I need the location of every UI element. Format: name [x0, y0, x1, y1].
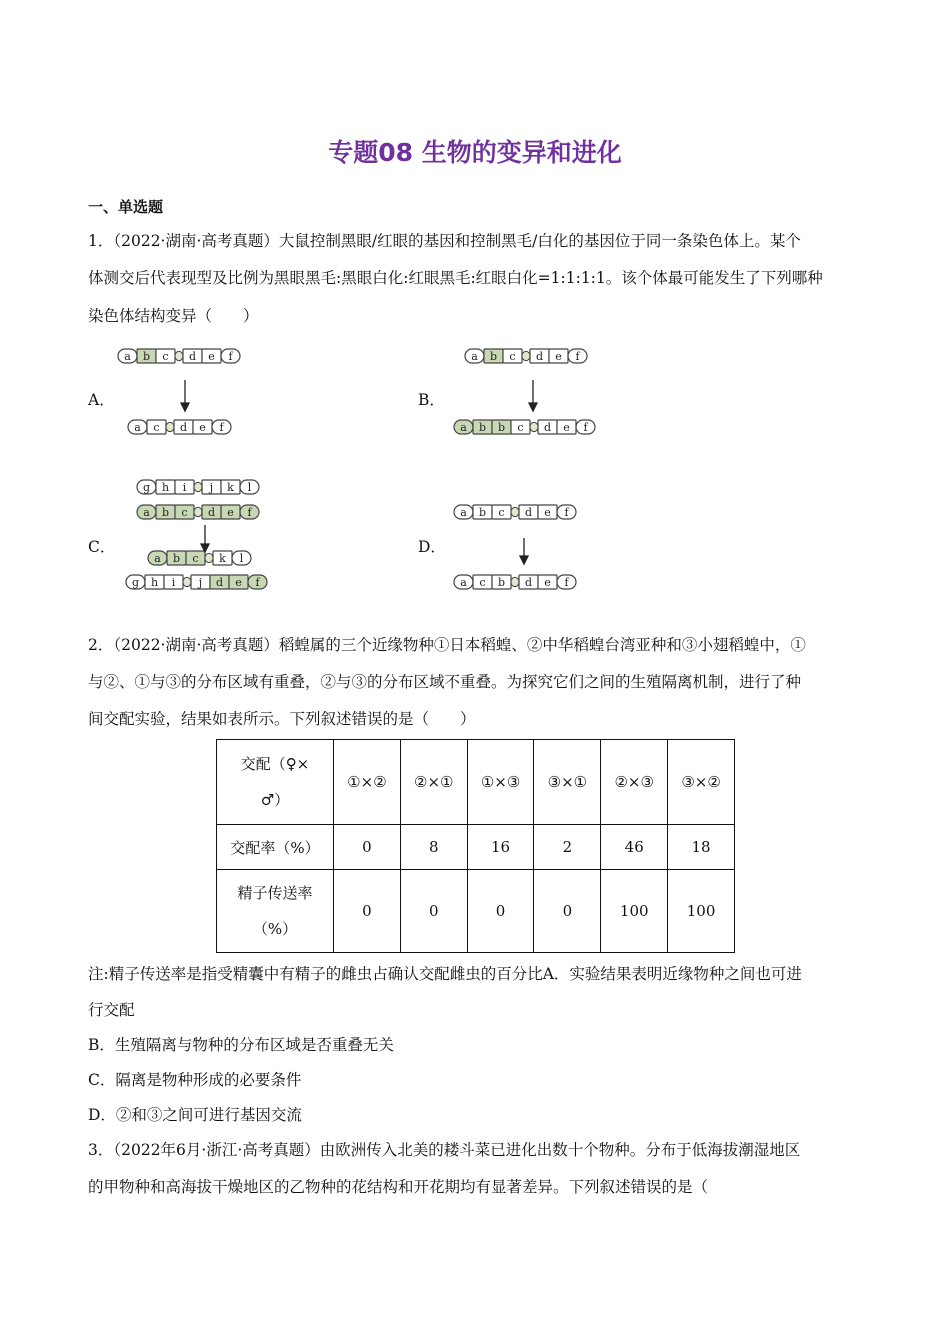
gene-label: k	[219, 552, 226, 565]
q2-option-d: D．②和③之间可进行基因交流	[88, 1106, 302, 1124]
centromere	[175, 351, 183, 360]
gene-label: l	[247, 481, 252, 494]
q1-line-3: 染色体结构变异（ ）	[88, 307, 259, 325]
table-cell: ③×②	[668, 740, 735, 825]
q1-option-d-label: D．	[418, 538, 446, 556]
gene-label: e	[563, 421, 570, 434]
gene-label: c	[181, 506, 188, 519]
gene-label: h	[161, 481, 170, 494]
q1-line-1: 1．（2022·湖南·高考真题）大鼠控制黑眼/红眼的基因和控制黑毛/白化的基因位于同一条染色体上。某个	[88, 232, 801, 250]
chromosome-c-after-1	[148, 551, 251, 565]
table-cell: 100	[601, 870, 668, 953]
gene-label: f	[575, 350, 580, 363]
gene-label: b	[497, 576, 506, 589]
gene-label: e	[235, 576, 242, 589]
row-label-line-1: 精子传送率	[237, 884, 313, 902]
page-title: 专题08 生物的变异和进化	[328, 138, 622, 167]
gene-label: e	[544, 506, 551, 519]
centromere	[522, 351, 530, 360]
gene-label: a	[460, 421, 467, 434]
gene-label: k	[227, 481, 234, 494]
gene-label: a	[143, 506, 150, 519]
table-cell: 8	[400, 825, 467, 870]
gene-label: h	[150, 576, 159, 589]
gene-label: a	[124, 350, 131, 363]
gene-label: f	[564, 506, 569, 519]
arrows	[181, 380, 537, 564]
q2-note-line-1: 注:精子传送率是指受精囊中有精子的雌虫占确认交配雌虫的百分比A．实验结果表明近缘物种之间也可进	[88, 965, 802, 983]
table-header-row	[217, 740, 735, 825]
gene-label: c	[479, 576, 486, 589]
gene-label: e	[227, 506, 234, 519]
table-cell: ②×①	[400, 740, 467, 825]
row-label-line-2: （%）	[252, 920, 298, 938]
gene-label: f	[583, 421, 588, 434]
gene-label: b	[497, 421, 506, 434]
q1-option-b-label: B．	[418, 391, 445, 409]
cross-result-table	[216, 739, 735, 953]
q2-option-c: C．隔离是物种形成的必要条件	[88, 1071, 302, 1089]
gene-label: e	[555, 350, 562, 363]
table-cell: 2	[534, 825, 601, 870]
chromosome-b-before	[465, 349, 587, 363]
gene-label: b	[172, 552, 181, 565]
gene-label: e	[544, 576, 551, 589]
gene-label: a	[134, 421, 141, 434]
q3-line-1: 3．（2022年6月·浙江·高考真题）由欧洲传入北美的耧斗菜已进化出数十个物种。分布于低海拔潮湿地区	[88, 1141, 801, 1159]
gene-label: d	[207, 506, 216, 519]
gene-label: b	[142, 350, 151, 363]
gene-label: c	[162, 350, 169, 363]
gene-label: b	[478, 421, 487, 434]
arrowhead-a	[181, 403, 189, 411]
q2-note-line-2: 行交配	[88, 1001, 135, 1019]
gene-label: c	[517, 421, 524, 434]
header-line-1: 交配（♀×	[240, 755, 310, 773]
table-cell: 16	[467, 825, 534, 870]
gene-label: d	[543, 421, 552, 434]
gene-label: c	[509, 350, 516, 363]
q2-option-b: B．生殖隔离与物种的分布区域是否重叠无关	[88, 1036, 394, 1054]
gene-label: f	[564, 576, 569, 589]
table-cell: ②×③	[601, 740, 668, 825]
centromere	[511, 507, 519, 516]
chromosome-d-before	[454, 505, 576, 519]
centromere	[166, 422, 174, 431]
table-cell: 0	[334, 870, 401, 953]
table-cell: 0	[400, 870, 467, 953]
chromosome-diagrams	[0, 0, 950, 620]
table-row	[217, 870, 735, 953]
table-header-cross	[217, 740, 334, 825]
table-cell: ①×③	[467, 740, 534, 825]
gene-label: g	[131, 576, 140, 589]
centromere	[530, 422, 538, 431]
arrowhead-d	[520, 556, 528, 564]
table-cell: 100	[668, 870, 735, 953]
q1-option-a-label: A．	[88, 391, 115, 409]
section-heading: 一、单选题	[88, 198, 164, 216]
gene-label: b	[161, 506, 170, 519]
gene-label: d	[524, 576, 533, 589]
table-cell: ③×①	[534, 740, 601, 825]
gene-label: f	[255, 576, 260, 589]
gene-label: d	[188, 350, 197, 363]
gene-label: d	[179, 421, 188, 434]
table-cell: 18	[668, 825, 735, 870]
centromere	[205, 553, 213, 562]
centromere	[511, 577, 519, 586]
table-cell: ①×②	[334, 740, 401, 825]
table-cell: 0	[467, 870, 534, 953]
table-cell: 0	[334, 825, 401, 870]
gene-label: f	[228, 350, 233, 363]
chromosome-c-after-2	[126, 575, 267, 589]
gene-label: d	[215, 576, 224, 589]
centromere	[194, 507, 202, 516]
gene-label: i	[182, 481, 187, 494]
header-line-2: ♂）	[260, 791, 290, 809]
gene-label: a	[471, 350, 478, 363]
gene-label: a	[154, 552, 161, 565]
gene-label: b	[489, 350, 498, 363]
centromere	[183, 577, 191, 586]
table-row-label: 交配率（%）	[217, 825, 334, 870]
gene-label: c	[498, 506, 505, 519]
arrowhead-b	[529, 403, 537, 411]
table-cell: 0	[534, 870, 601, 953]
q1-option-c-label: C．	[88, 538, 116, 556]
gene-label: a	[460, 506, 467, 519]
chromosome-b-after	[454, 420, 595, 434]
chromosome-a-before	[118, 349, 240, 363]
q1-line-2: 体测交后代表现型及比例为黑眼黑毛:黑眼白化:红眼黑毛:红眼白化=1:1:1:1。该个体最可能发生了下列哪种	[88, 269, 823, 287]
chromosome-c-before-2	[137, 505, 259, 519]
gene-label: f	[219, 421, 224, 434]
gene-label: j	[198, 576, 203, 589]
gene-label: d	[524, 506, 533, 519]
centromere	[194, 482, 202, 491]
gene-label: f	[247, 506, 252, 519]
gene-label: c	[192, 552, 199, 565]
gene-label: l	[239, 552, 244, 565]
gene-label: e	[208, 350, 215, 363]
gene-label: j	[209, 481, 214, 494]
chromosome-d-after	[454, 575, 576, 589]
table-row	[217, 825, 735, 870]
table-cell: 46	[601, 825, 668, 870]
gene-label: d	[535, 350, 544, 363]
q2-line-3: 间交配实验，结果如表所示。下列叙述错误的是（ ）	[88, 710, 476, 728]
gene-label: g	[142, 481, 151, 494]
q3-line-2: 的甲物种和高海拔干燥地区的乙物种的花结构和开花期均有显著差异。下列叙述错误的是（	[88, 1178, 709, 1196]
gene-label: c	[153, 421, 160, 434]
gene-label: e	[199, 421, 206, 434]
chromosome-c-before-1	[137, 480, 259, 494]
gene-label: b	[478, 506, 487, 519]
chromosome-a-after	[128, 420, 231, 434]
gene-label: i	[171, 576, 176, 589]
q2-line-2: 与②、①与③的分布区域有重叠，②与③的分布区域不重叠。为探究它们之间的生殖隔离机制，进行了种	[88, 673, 802, 691]
table-row-label	[217, 870, 334, 953]
q2-line-1: 2．（2022·湖南·高考真题）稻蝗属的三个近缘物种①日本稻蝗、②中华稻蝗台湾亚种和③小翅稻蝗中，①	[88, 636, 806, 654]
gene-label: a	[460, 576, 467, 589]
